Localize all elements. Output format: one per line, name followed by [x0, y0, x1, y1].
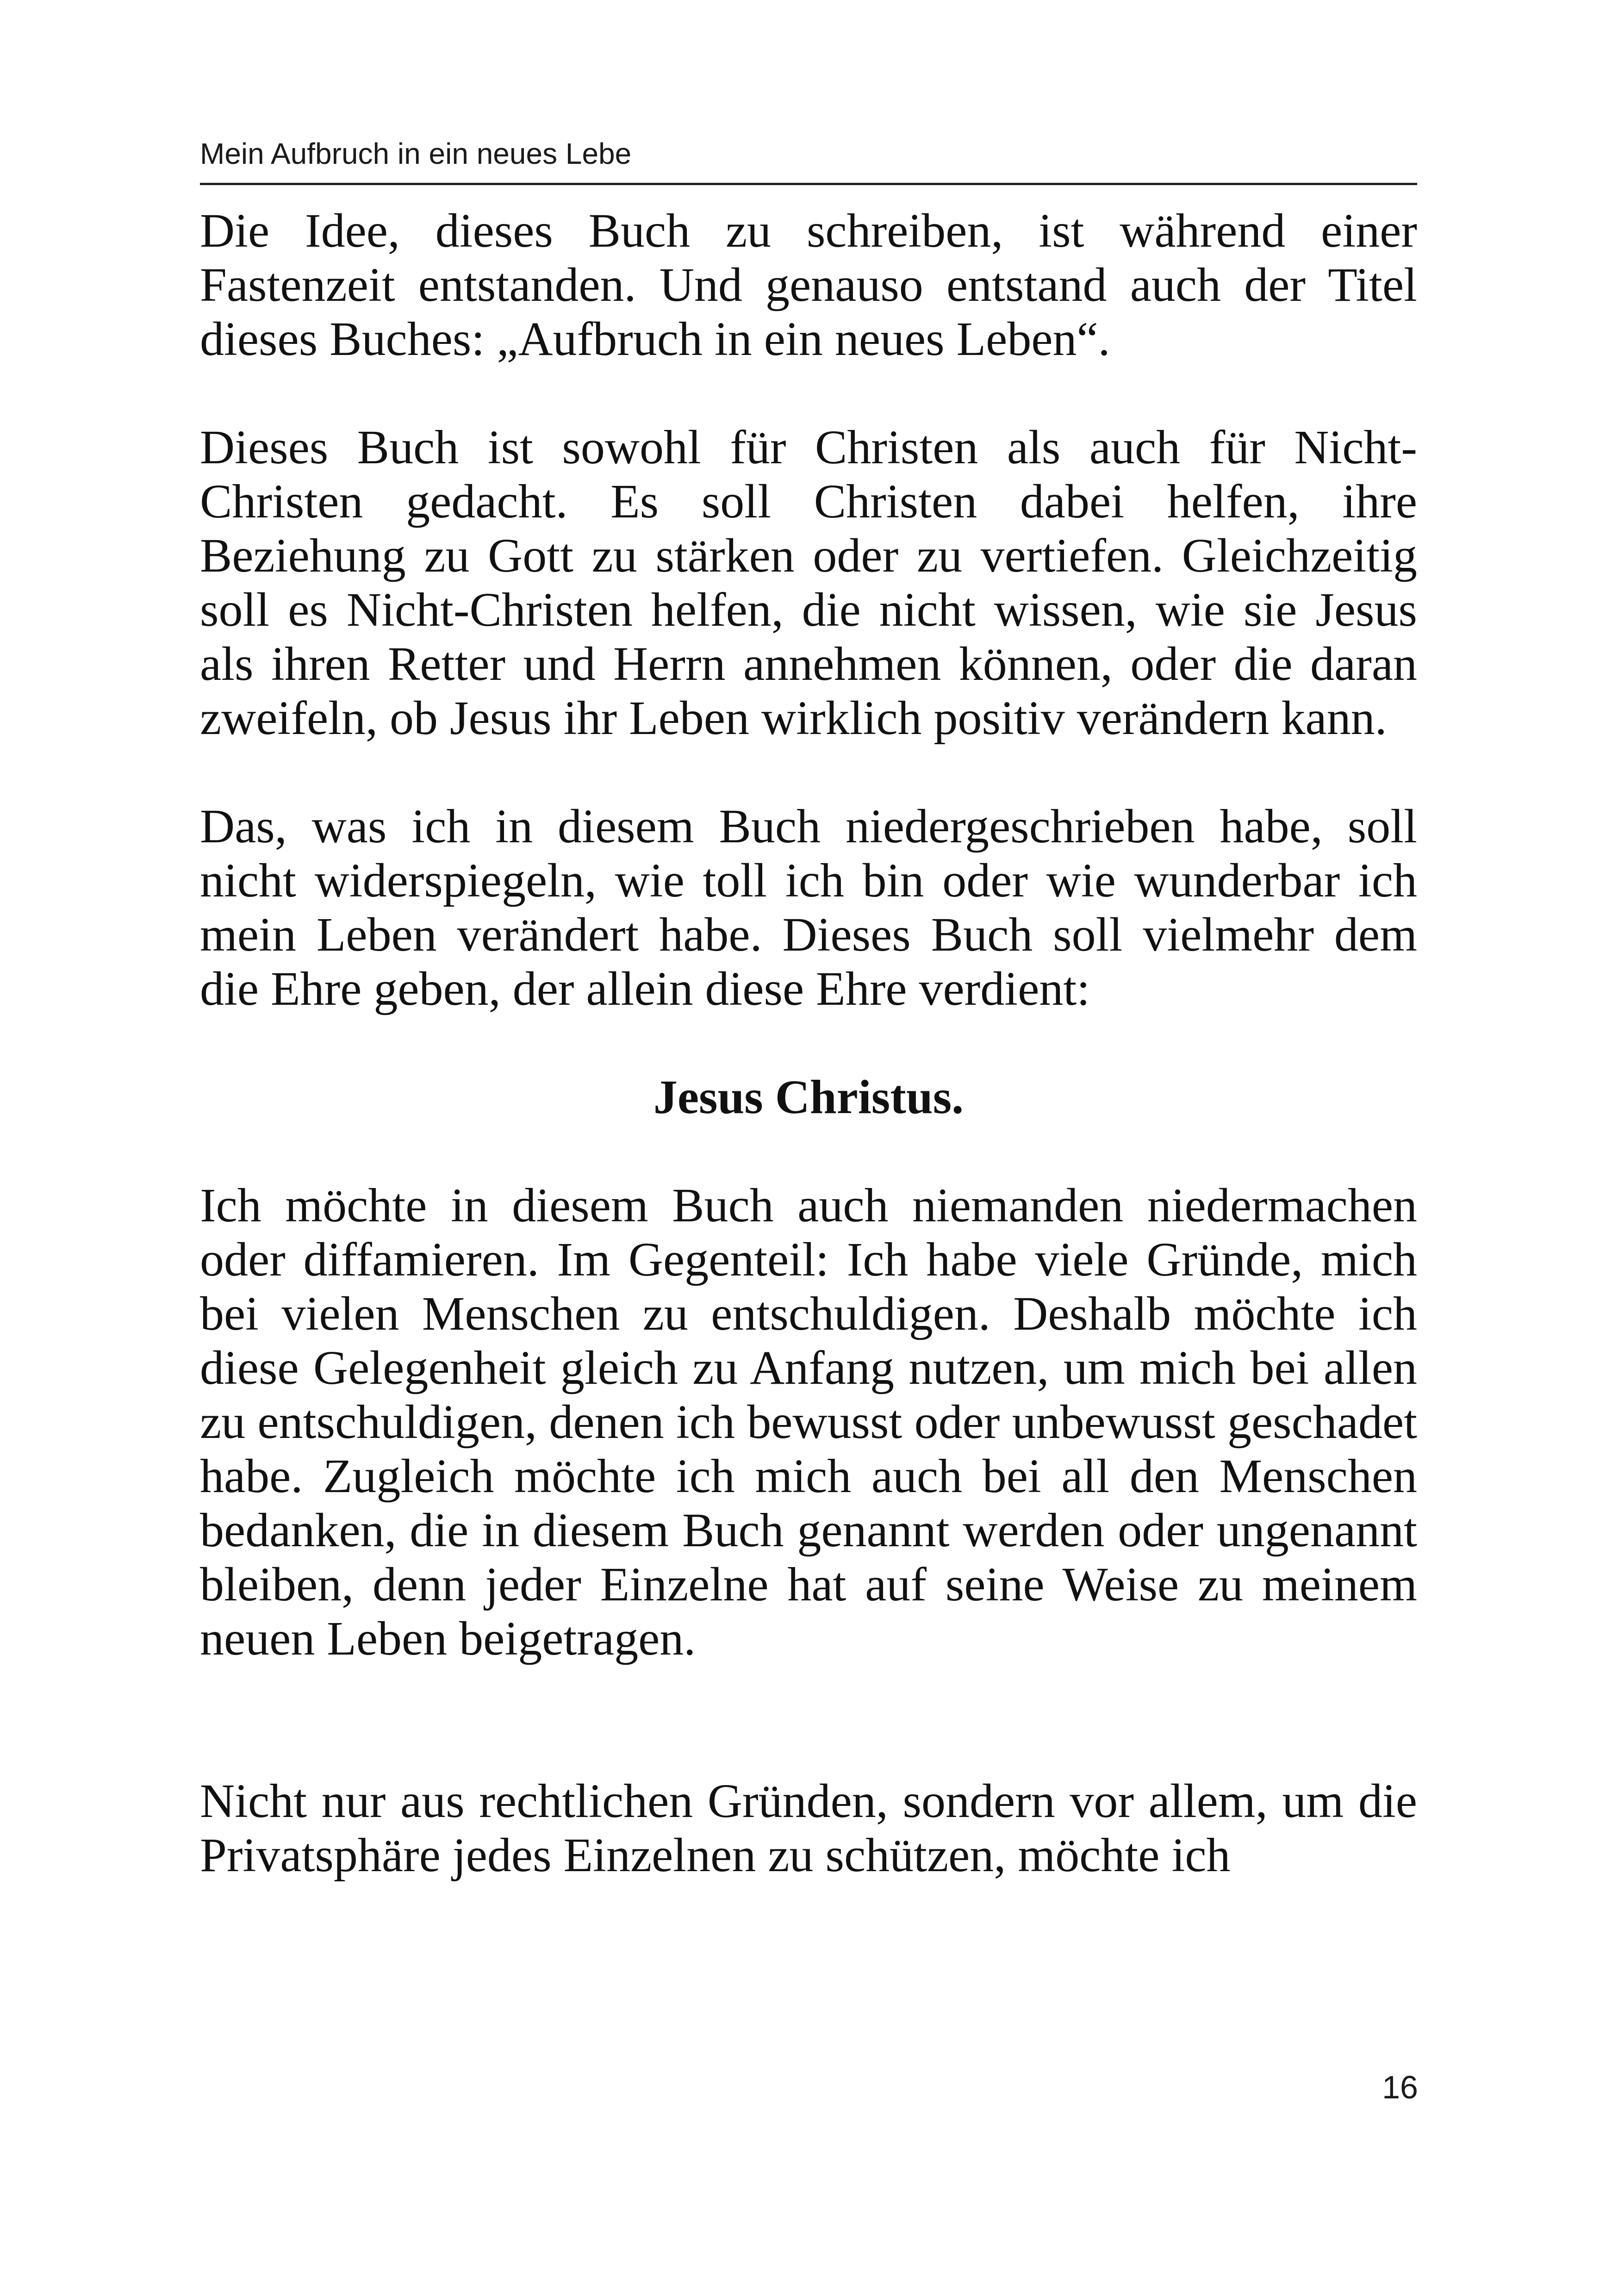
paragraph-jesus-christus: Jesus Christus.: [653, 1070, 964, 1124]
page-number: 16: [1382, 2069, 1418, 2105]
paragraph-purpose: Das, was ich in diesem Buch niedergeschrieben habe, soll nicht widerspiegeln, wie toll ich bin oder wie wunderbar ich mein Leben verändert habe. Dieses Buch soll vielmehr dem die Ehre geben, der allein diese Ehre verdient:: [200, 800, 1417, 1015]
paragraph-audience: Dieses Buch ist sowohl für Christen als auch für Nicht-Christen gedacht. Es soll Christen dabei helfen, ihre Beziehung zu Gott zu stärken oder zu vertiefen. Gleichzeitig soll es Nicht-Christen helfen, die nicht wissen, wie sie Jesus als ihren Retter und Herrn annehmen können, oder die daran zweifeln, ob Jesus ihr Leben wirklich positiv verändern kann.: [200, 421, 1417, 745]
paragraph-idea: Die Idee, dieses Buch zu schreiben, ist während einer Fastenzeit entstanden. Und genauso entstand auch der Titel dieses Buches: „Aufbruch in ein neues Leben“.: [200, 204, 1417, 366]
running-header: Mein Aufbruch in ein neues Lebe: [200, 137, 632, 170]
header-divider: [200, 183, 1417, 185]
paragraph-apology: Ich möchte in diesem Buch auch niemanden niedermachen oder diffamieren. Im Gegenteil: Ich habe viele Gründe, mich bei vielen Menschen zu entschuldigen. Deshalb möchte ich diese Gelegenheit gleich zu Anfang nutzen, um mich bei allen zu entschuldigen, denen ich bewusst oder unbewusst geschadet habe. Zugleich möchte ich mich auch bei all den Menschen bedanken, die in diesem Buch genannt werden oder ungenannt bleiben, denn jeder Einzelne hat auf seine Weise zu meinem neuen Leben beigetragen.: [200, 1179, 1417, 1665]
paragraph-privacy: Nicht nur aus rechtlichen Gründen, sondern vor allem, um die Privatsphäre jedes Einzelnen zu schützen, möchte ich: [200, 1774, 1417, 1882]
page-body: [200, 204, 1417, 1936]
